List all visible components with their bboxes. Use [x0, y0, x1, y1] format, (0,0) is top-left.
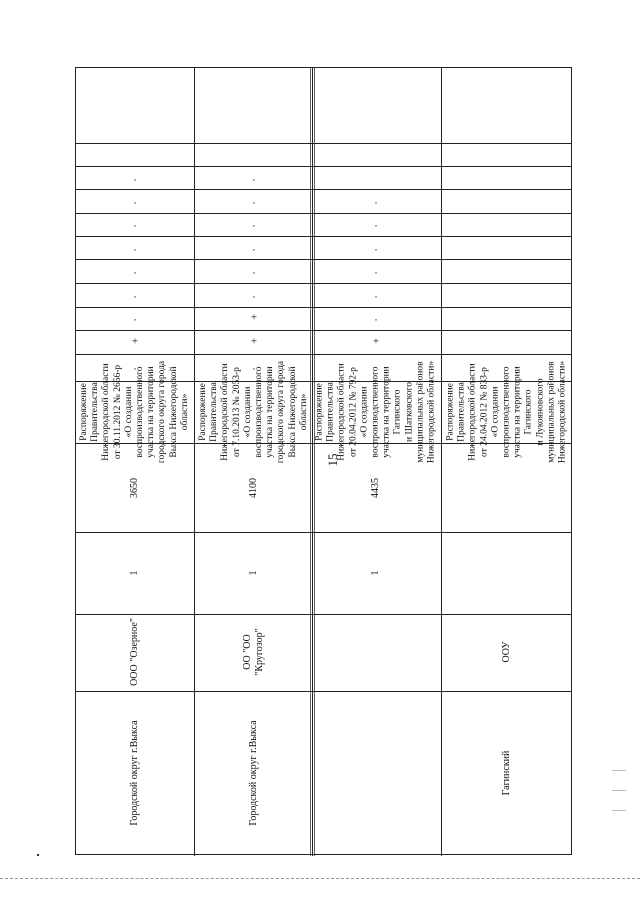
mark: . — [252, 241, 256, 254]
mark: + — [372, 335, 380, 348]
column-border — [76, 143, 571, 144]
mark: . — [133, 360, 137, 373]
page-number: 15 — [325, 453, 340, 467]
mark: . — [252, 360, 256, 373]
mark: . — [374, 311, 378, 324]
document-cell: Распоряжение Правительства Нижегородской области от 24.04.2012 № 833-р «О создании воспроизводственного участка на территории Гагинского и Лукояновского муниципальных районов Нижегородской области» — [445, 360, 568, 464]
district-cell: Городской округ г.Выкса — [129, 720, 141, 826]
row-border-double — [310, 68, 311, 856]
qty-cell: 1 — [129, 570, 141, 576]
org-cell: ООО "Озерное" — [129, 618, 141, 686]
district-cell: Городской округ г.Выкса — [248, 720, 260, 826]
column-border — [76, 307, 571, 308]
document-cell: Распоряжение Правительства Нижегородской области от 7.10.2013 № 2053-р «О создании воспроизводственного участка на территории городского округа города Выкса Нижегородской области» — [197, 360, 309, 464]
mark: . — [133, 264, 137, 277]
column-border — [76, 189, 571, 190]
bottom-margin-line — [0, 878, 640, 879]
org-cell: ОО "ОО "Кругозор" — [242, 628, 265, 676]
mark: + — [250, 311, 258, 324]
mark: . — [252, 288, 256, 301]
column-border — [76, 691, 571, 692]
margin-tick — [612, 810, 626, 811]
area-cell: 3650 — [129, 478, 141, 498]
mark: . — [133, 241, 137, 254]
column-border — [76, 330, 571, 331]
document-cell: Распоряжение Правительства Нижегородской области от 20.04.2012 № 792-р «О создании воспроизводственного участка на территории Гагинского и Шатковского муниципальных районов Нижегородской области» — [314, 360, 437, 464]
margin-tick — [612, 770, 626, 771]
district-cell: Гагинский — [501, 750, 513, 796]
mark: . — [374, 217, 378, 230]
column-border — [76, 283, 571, 284]
mark: . — [252, 217, 256, 230]
column-border — [76, 213, 571, 214]
mark: + — [250, 335, 258, 348]
mark: . — [374, 288, 378, 301]
mark: . — [252, 194, 256, 207]
column-border — [76, 236, 571, 237]
mark: . — [133, 288, 137, 301]
row-border — [441, 68, 442, 856]
qty-cell: 1 — [370, 570, 382, 576]
mark: . — [252, 264, 256, 277]
scan-speck — [37, 854, 39, 856]
row-border — [194, 68, 195, 856]
table — [75, 67, 572, 855]
org-cell: ООУ — [501, 641, 513, 663]
column-border — [76, 166, 571, 167]
mark: . — [374, 264, 378, 277]
mark: + — [131, 335, 139, 348]
area-cell: 4100 — [248, 478, 260, 498]
qty-cell: 1 — [248, 570, 260, 576]
column-border — [76, 614, 571, 615]
margin-tick — [612, 790, 626, 791]
column-border — [76, 532, 571, 533]
row-border — [312, 68, 313, 856]
column-border — [76, 354, 571, 355]
column-border — [76, 259, 571, 260]
area-cell: 4435 — [370, 478, 382, 498]
document-cell: Распоряжение Правительства Нижегородской области от 30.11.2012 № 2656-р «О создании воспроизводственного участка на территории городского округа города Выкса Нижегородской области» — [78, 360, 190, 464]
mark: . — [374, 241, 378, 254]
mark: . — [133, 194, 137, 207]
mark: . — [133, 311, 137, 324]
mark: . — [374, 194, 378, 207]
mark: . — [252, 171, 256, 184]
mark: . — [133, 217, 137, 230]
mark: . — [133, 171, 137, 184]
